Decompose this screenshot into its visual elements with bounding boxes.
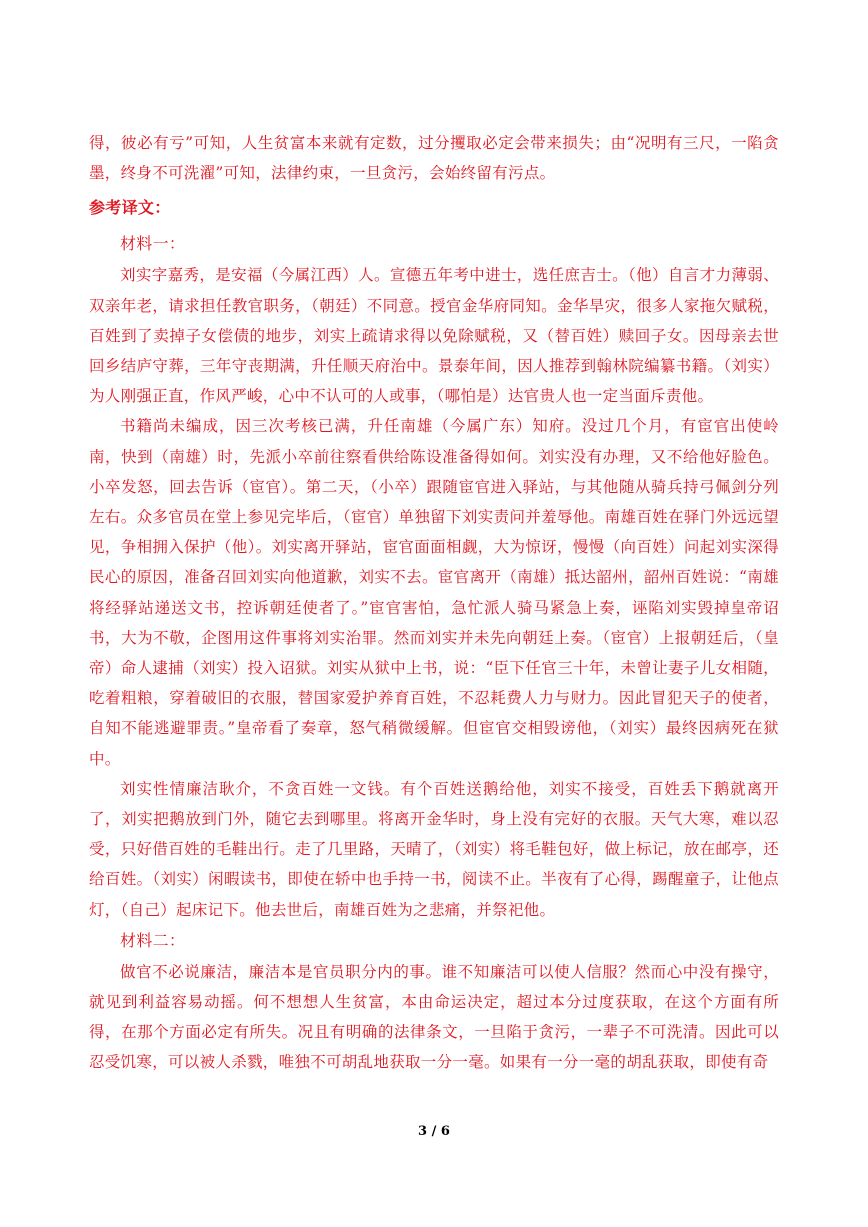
material-one-paragraph-3: 刘实性情廉洁耿介，不贪百姓一文钱。有个百姓送鹅给他，刘实不接受，百姓丢下鹅就离开了，刘实把鹅放到门外，随它去到哪里。将离开金华时，身上没有完好的衣服。天气大寒，难以忍受，只好借百姓的毛鞋出行。走了几里路，天晴了，（刘实）将毛鞋包好，做上标记，放在邮亭，还给百姓。（刘实）闲暇读书，即使在轿中也手持一书，阅读不止。半夜有了心得，踢醒童子，让他点灯，（自己）起床记下。他去世后，南雄百姓为之悲痛，并祭祀他。 (89, 779, 779, 919)
material-two-title: 材料二： (120, 930, 186, 950)
material-one-title: 材料一： (120, 234, 186, 254)
material-one-paragraph-2: 书籍尚未编成，因三次考核已满，升任南雄（今属广东）知府。没过几个月，有宦官出使岭南，快到（南雄）时，先派小卒前往察看供给陈设准备得如何。刘实没有办理，又不给他好脸色。小卒发怒，回去告诉（宦官）。第二天，（小卒）跟随宦官进入驿站，与其他随从骑兵持弓佩剑分列左右。众多官员在堂上参见完毕后，（宦官）单独留下刘实责问并羞辱他。南雄百姓在驿门外远远望见，争相拥入保护（他）。刘实离开驿站，宦官面面相觑，大为惊讶，慢慢（向百姓）问起刘实深得民心的原因，准备召回刘实向他道歉，刘实不去。宦官离开（南雄）抵达韶州，韶州百姓说：“南雄将经驿站递送文书，控诉朝廷使者了。”宦官害怕，急忙派人骑马紧急上奏，诬陷刘实毁掉皇帝诏书，大为不敬，企图用这件事将刘实治罪。然而刘实并未先向朝廷上奏。（宦官）上报朝廷后，（皇帝）命人逮捕（刘实）投入诏狱。刘实从狱中上书，说：“臣下任官三十年，未曾让妻子儿女相随，吃着粗粮，穿着破旧的衣服，替国家爱护养育百姓，不忍耗费人力与财力。因此冒犯天子的使者，自知不能逃避罪责。”皇帝看了奏章，怒气稍微缓解。但宦官交相毁谤他，（刘实）最终因病死在狱中。 (89, 417, 779, 768)
material-two-paragraph-1: 做官不必说廉洁，廉洁本是官员职分内的事。谁不知廉洁可以使人信服？然而心中没有操守，就见到利益容易动摇。何不想想人生贫富，本由命运决定，超过本分过度获取，在这个方面有所得，在那个方面必定有所失。况且有明确的法律条文，一旦陷于贪污，一辈子不可洗清。因此可以忍受饥寒，可以被人杀戮，唯独不可胡乱地获取一分一毫。如果有一分一毫的胡乱获取，即使有奇 (89, 962, 779, 1072)
page-content (89, 128, 779, 1078)
intro-paragraph: 得，彼必有亏”可知，人生贫富本来就有定数，过分攫取必定会带来损失；由“况明有三尺，一陷贪墨，终身不可洗濯”可知，法律约束，一旦贪污，会始终留有污点。 (89, 134, 779, 183)
material-one-paragraph-1: 刘实字嘉秀，是安福（今属江西）人。宣德五年考中进士，选任庶吉士。（他）自言才力薄弱、双亲年老，请求担任教官职务，（朝廷）不同意。授官金华府同知。金华旱灾，很多人家拖欠赋税，百姓到了卖掉子女偿债的地步，刘实上疏请求得以免除赋税，又（替百姓）赎回子女。因母亲去世回乡结庐守葬，三年守丧期满，升任顺天府治中。景泰年间，因人推荐到翰林院编纂书籍。（刘实）为人刚强正直，作风严峻，心中不认可的人或事，（哪怕是）达官贵人也一定当面斥责他。 (89, 266, 779, 406)
page-number: 3 / 6 (418, 1124, 450, 1139)
translation-heading: 参考译文： (89, 198, 171, 218)
